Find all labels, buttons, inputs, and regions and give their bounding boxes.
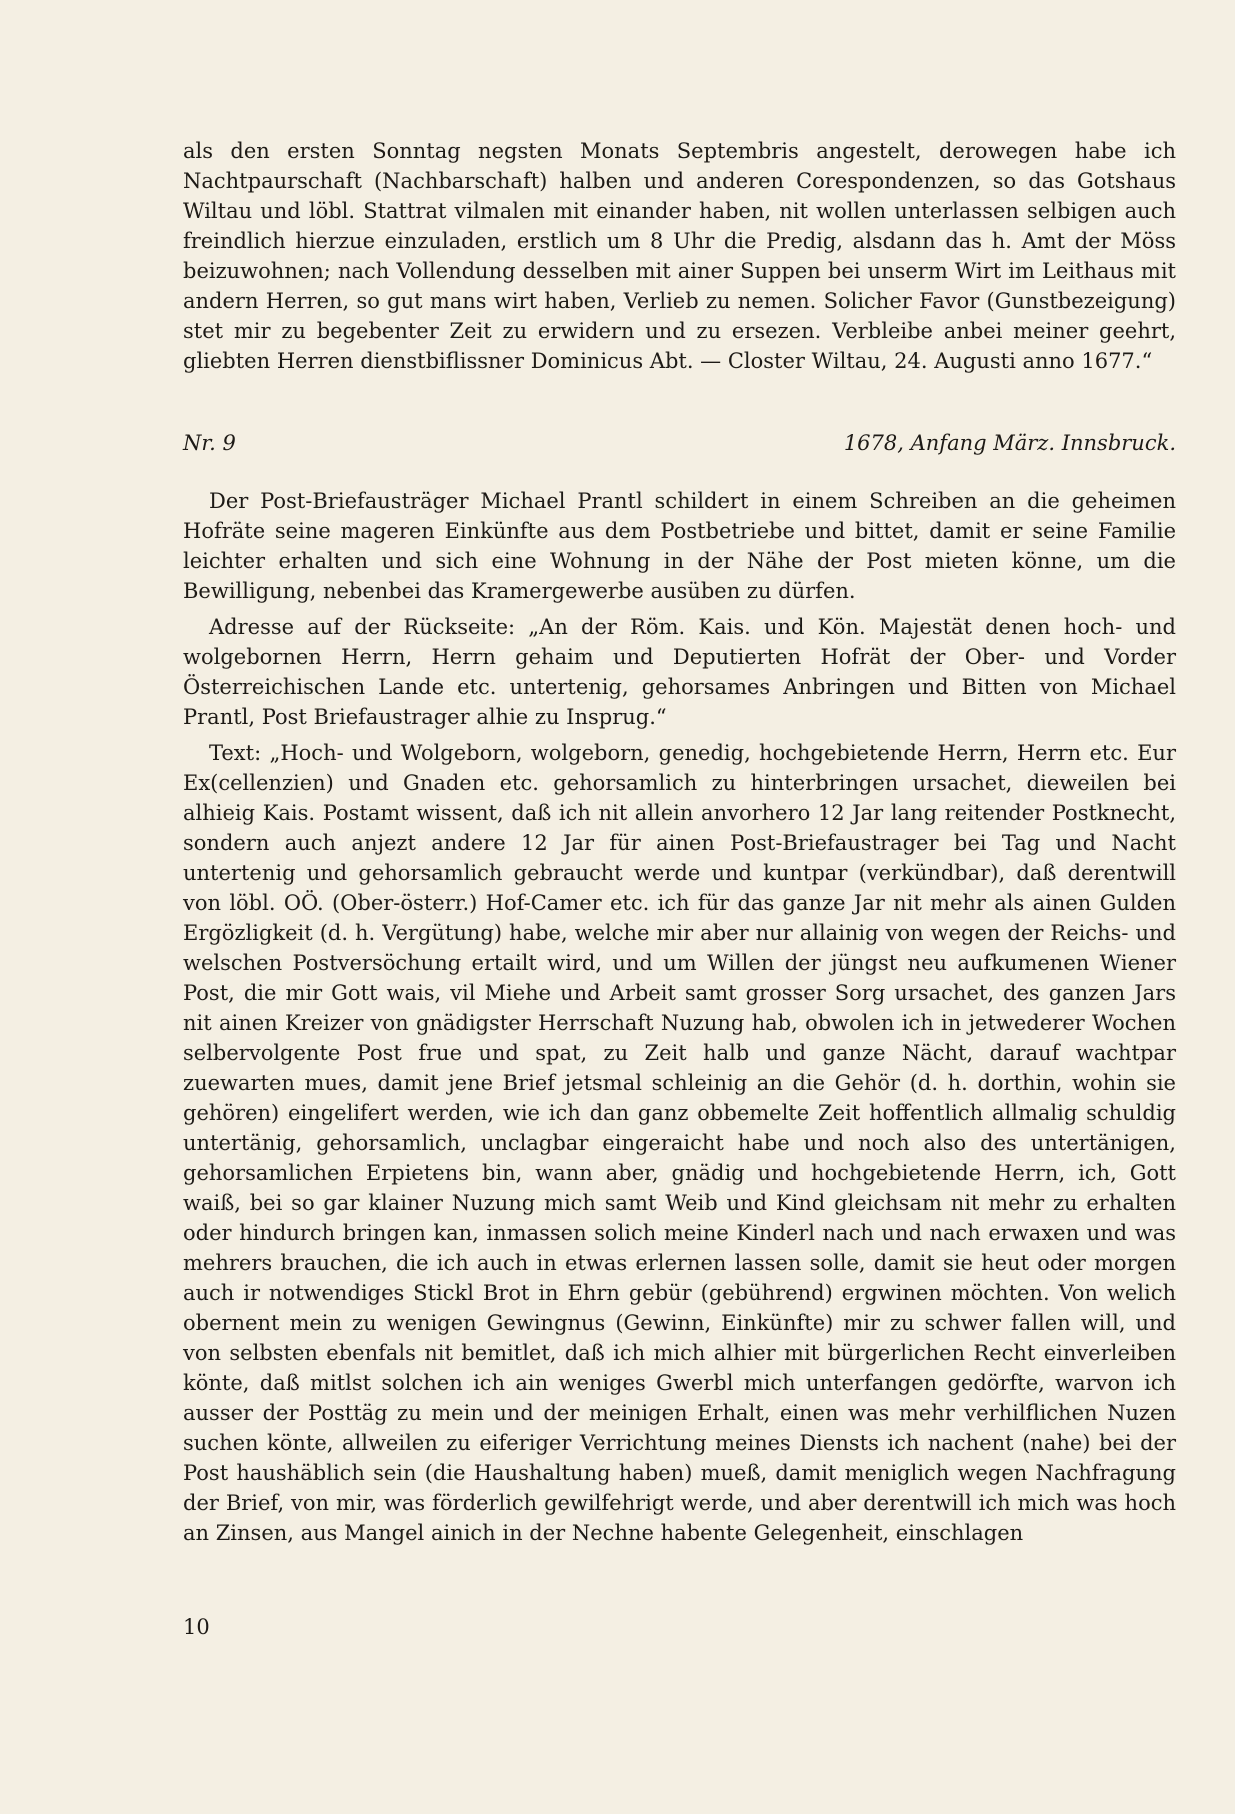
- page-number: 10: [183, 1615, 210, 1639]
- text-paragraph: Text: „Hoch- und Wolgeborn, wolgeborn, genedig, hochgebietende Herrn, Herrn etc. Eur Ex(cellenzien) und Gnaden etc. gehorsamlich zu hinterbringen ursachet, dieweilen bei alhieig Kais. Postamt wissent, daß ich nit allein anvorhero 12 Jar lang reitender Postknecht, sondern auch anjezt andere 12 Jar für ainen Post-Briefaustrager bei Tag und Nacht untertenig und gehorsamlich gebraucht werde und kuntpar (verkündbar), daß derentwill von löbl. OÖ. (Ober-österr.) Hof-Camer etc. ich für das ganze Jar nit mehr als ainen Gulden Ergözligkeit (d. h. Vergütung) habe, welche mir aber nur allainig von wegen der Reichs- und welschen Postversöchung ertailt wird, und um Willen der jüngst neu aufkumenen Wiener Post, die mir Gott wais, vil Miehe und Arbeit samt grosser Sorg ursachet, des ganzen Jars nit ainen Kreizer von gnädigster Herrschaft Nuzung hab, obwolen ich in jetwederer Wochen selbervolgente Post frue und spat, zu Zeit halb und ganze Nächt, darauf wachtpar zuewarten mues, damit jene Brief jetsmal schleinig an die Gehör (d. h. dorthin, wohin sie gehören) eingelifert werden, wie ich dan ganz obbemelte Zeit hoffentlich allmalig schuldig untertänig, gehorsamlich, unclagbar eingeraicht habe und noch also des untertänigen, gehorsamlichen Erpietens bin, wann aber, gnädig und hochgebietende Herrn, ich, Gott waiß, bei so gar klainer Nuzung mich samt Weib und Kind gleichsam nit mehr zu erhalten oder hindurch bringen kan, inmassen solich meine Kinderl nach und nach erwaxen und was mehrers brauchen, die ich auch in etwas erlernen lassen solle, damit sie heut oder morgen auch ir notwendiges Stickl Brot in Ehrn gebür (gebührend) ergwinen möchten. Von welich obernent mein zu wenigen Gewingnus (Gewinn, Einkünfte) mir zu schwer fallen will, und von selbsten ebenfals nit bemitlet, daß ich mich alhier mit bürgerlichen Recht einverleiben könte, daß mitlst solchen ich ain weniges Gwerbl mich unterfangen gedörfte, warvon ich ausser der Posttäg zu mein und der meinigen Erhalt, einen was mehr verhilflichen Nuzen suchen könte, allweilen zu eiferiger Verrichtung meines Diensts ich nachent (nahe) bei der Post haushäblich sein (die Haushaltung haben) mueß, damit meniglich wegen Nachfragung der Brief, von mir, was förderlich gewilfehrigt werde, und aber derentwill ich mich was hoch an Zinsen, aus Mangel ainich in der Nechne habente Gelegenheit, einschlagen: [183, 741, 1176, 1545]
- entry-number: Nr. 9: [183, 431, 236, 455]
- page-body: [183, 136, 1176, 1548]
- summary-paragraph: Der Post-Briefausträger Michael Prantl schildert in einem Schreiben an die geheimen Hofräte seine mageren Einkünfte aus dem Postbetriebe und bittet, damit er seine Familie leichter erhalten und sich eine Wohnung in der Nähe der Post mieten könne, um die Bewilligung, nebenbei das Kramergewerbe ausüben zu dürfen.: [183, 489, 1176, 603]
- intro-paragraph: als den ersten Sonntag negsten Monats Septembris angestelt, derowegen habe ich Nachtpaurschaft (Nachbarschaft) halben und anderen Corespondenzen, so das Gotshaus Wiltau und löbl. Stattrat vilmalen mit einander haben, nit wollen unterlassen selbigen auch freindlich hierzue einzuladen, erstlich um 8 Uhr die Predig, alsdann das h. Amt der Möss beizuwohnen; nach Vollendung desselben mit ainer Suppen bei unserm Wirt im Leithaus mit andern Herren, so gut mans wirt haben, Verlieb zu nemen. Solicher Favor (Gunstbezeigung) stet mir zu begebenter Zeit zu erwidern und zu ersezen. Verbleibe anbei meiner geehrt, gliebten Herren dienstbiflissner Dominicus Abt. — Closter Wiltau, 24. Augusti anno 1677.“: [183, 139, 1176, 373]
- entry-date-place: 1678, Anfang März. Innsbruck.: [843, 431, 1176, 455]
- address-paragraph: Adresse auf der Rückseite: „An der Röm. Kais. und Kön. Majestät denen hoch- und wolgebornen Herrn, Herrn gehaim und Deputierten Hofrät der Ober- und Vorder Österreichischen Lande etc. untertenig, gehorsames Anbringen und Bitten von Michael Prantl, Post Briefaustrager alhie zu Insprug.“: [183, 615, 1176, 729]
- entry-heading: [183, 428, 1176, 458]
